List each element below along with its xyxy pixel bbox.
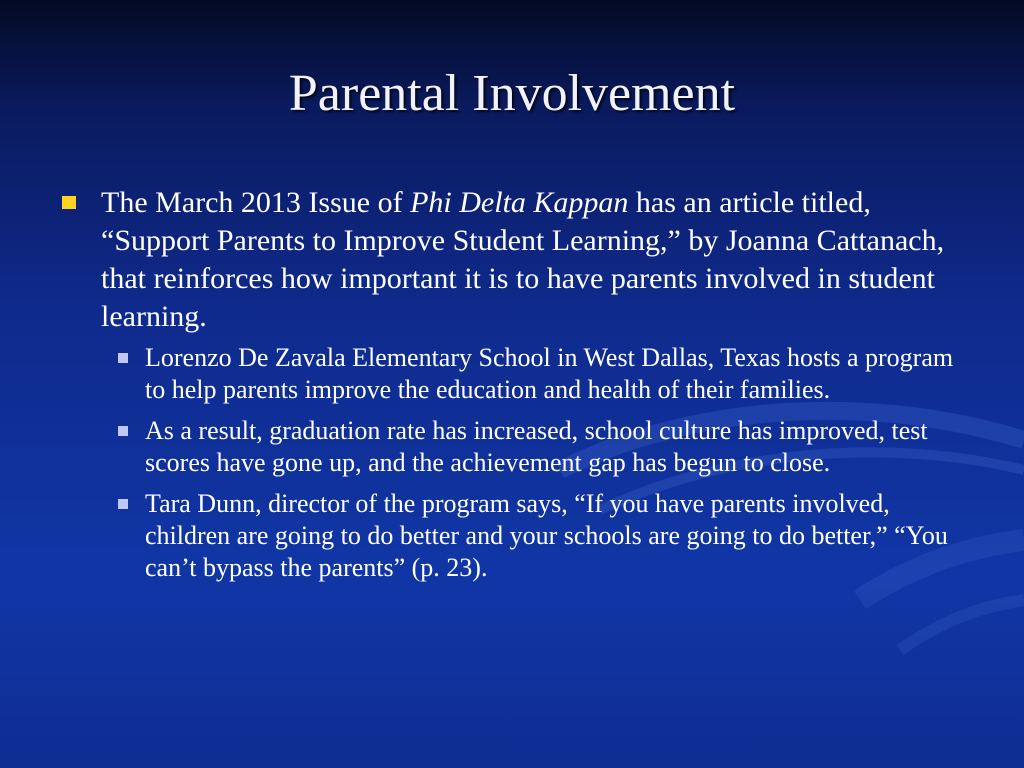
sub-bullet	[118, 342, 972, 406]
square-bullet-icon	[118, 426, 128, 436]
sub-bullet-text: As a result, graduation rate has increased, school culture has improved, test scores have gone up, and the achievement gap has begun to close.	[145, 416, 928, 477]
sub-bullet-text: Lorenzo De Zavala Elementary School in West Dallas, Texas hosts a program to help parents improve the education and health of their families.	[145, 343, 954, 404]
sub-bullet-list	[118, 342, 972, 584]
journal-title: Phi Delta Kappan	[410, 186, 629, 219]
sub-bullet	[118, 415, 972, 479]
square-bullet-icon	[118, 353, 128, 363]
main-bullet-text	[101, 184, 972, 336]
square-bullet-icon	[62, 196, 76, 209]
bullet-prefix: The March 2013 Issue of	[101, 186, 411, 219]
slide-title: Parental Involvement	[288, 65, 736, 122]
bullet-suffix: has an article titled, “Support Parents to Improve Student Learning,” by Joanna Cattanach, that reinforces how important it is to have parents involved in student learning.	[101, 186, 945, 333]
slide-body	[62, 184, 972, 593]
square-bullet-icon	[118, 499, 128, 509]
sub-bullet-text: Tara Dunn, director of the program says, “If you have parents involved, children are going to do better and your schools are going to do better,” “You can’t bypass the parents” (p. 23).	[145, 489, 948, 582]
main-bullet	[62, 184, 972, 336]
sub-bullet	[118, 488, 972, 584]
